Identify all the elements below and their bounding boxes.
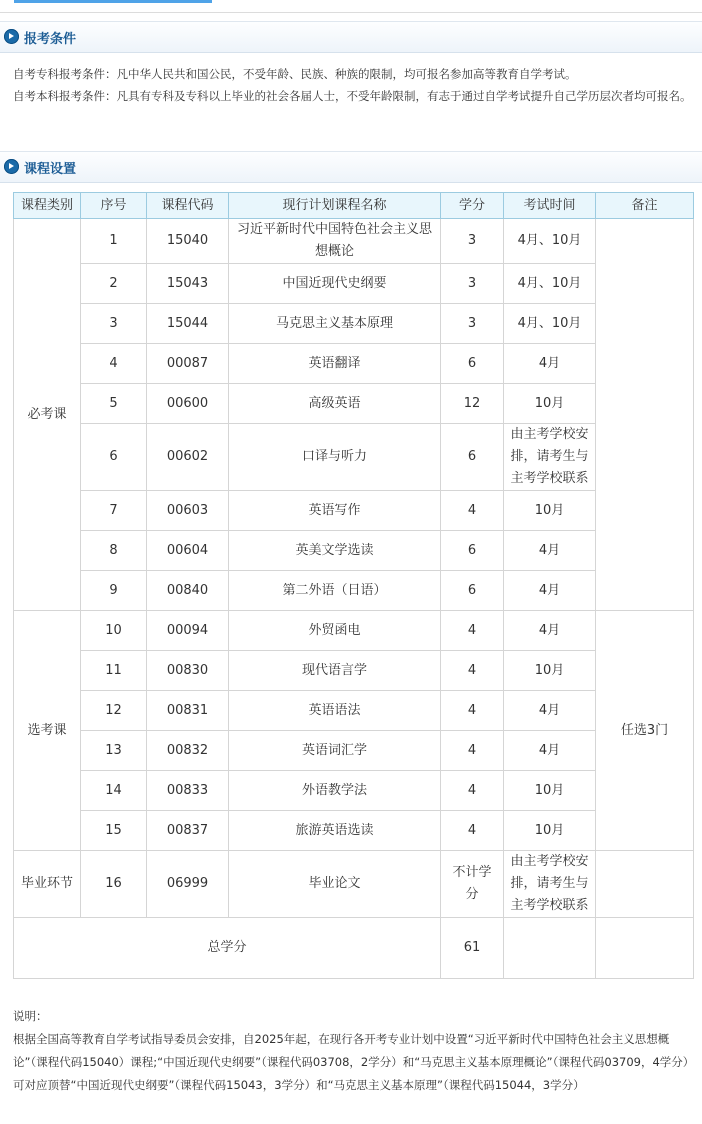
- cell-no: 6: [81, 424, 147, 491]
- cell-time: 4月、10月: [504, 219, 596, 264]
- cell-name: 中国近现代史纲要: [229, 264, 441, 304]
- cell-no: 13: [81, 731, 147, 771]
- cell-code: 15044: [147, 304, 229, 344]
- table-row: [14, 811, 694, 851]
- cell-credit: 4: [441, 811, 504, 851]
- header-exam-time: 考试时间: [504, 193, 596, 219]
- cell-code: 00087: [147, 344, 229, 384]
- table-row: [14, 304, 694, 344]
- cell-code: 00830: [147, 651, 229, 691]
- cell-name: 第二外语（日语）: [229, 571, 441, 611]
- header-category: 课程类别: [14, 193, 81, 219]
- table-row: [14, 651, 694, 691]
- cell-no: 10: [81, 611, 147, 651]
- cell-credit: 4: [441, 651, 504, 691]
- cell-name: 高级英语: [229, 384, 441, 424]
- cell-credit: 6: [441, 571, 504, 611]
- cell-name: 外贸函电: [229, 611, 441, 651]
- cell-time: 4月: [504, 731, 596, 771]
- table-row: [14, 611, 694, 651]
- total-label: 总学分: [14, 918, 441, 979]
- table-row: [14, 851, 694, 918]
- table-row: [14, 571, 694, 611]
- cell-time: 10月: [504, 651, 596, 691]
- header-name: 现行计划课程名称: [229, 193, 441, 219]
- cell-code: 00831: [147, 691, 229, 731]
- table-row: [14, 691, 694, 731]
- cell-credit: 6: [441, 344, 504, 384]
- table-row: [14, 219, 694, 264]
- conditions-text: [13, 63, 693, 107]
- cell-no: 15: [81, 811, 147, 851]
- cell-no: 8: [81, 531, 147, 571]
- header-remark: 备注: [596, 193, 694, 219]
- cell-time: 10月: [504, 384, 596, 424]
- cell-credit: 3: [441, 219, 504, 264]
- cell-credit: 4: [441, 691, 504, 731]
- condition-line-senior: 自考本科报考条件：凡具有专科及专科以上毕业的社会各届人士，不受年龄限制，有志于通过自学考试提升自己学历层次者均可报名。: [13, 89, 692, 103]
- cell-time: 10月: [504, 491, 596, 531]
- top-divider: [0, 0, 702, 13]
- note-label: 说明：: [13, 1009, 48, 1023]
- cell-no: 16: [81, 851, 147, 918]
- table-row: [14, 344, 694, 384]
- table-row: [14, 771, 694, 811]
- cell-code: 00600: [147, 384, 229, 424]
- cell-credit: 4: [441, 491, 504, 531]
- cell-name: 现代语言学: [229, 651, 441, 691]
- cell-credit: 3: [441, 304, 504, 344]
- cell-remark-required: [596, 219, 694, 611]
- table-row: [14, 384, 694, 424]
- cell-remark-elective: 任选3门: [596, 611, 694, 851]
- cell-name: 英美文学选读: [229, 531, 441, 571]
- cell-credit: 4: [441, 731, 504, 771]
- cell-no: 5: [81, 384, 147, 424]
- table-header-row: [14, 193, 694, 219]
- cell-no: 11: [81, 651, 147, 691]
- group-required: 必考课: [14, 219, 81, 611]
- cell-code: 00833: [147, 771, 229, 811]
- cell-credit: 6: [441, 531, 504, 571]
- cell-code: 00832: [147, 731, 229, 771]
- cell-no: 14: [81, 771, 147, 811]
- cell-time: 4月: [504, 571, 596, 611]
- cell-credit: 6: [441, 424, 504, 491]
- cell-time: 4月、10月: [504, 304, 596, 344]
- cell-credit: 4: [441, 611, 504, 651]
- cell-time: 4月: [504, 344, 596, 384]
- cell-time: 由主考学校安排，请考生与主考学校联系: [504, 851, 596, 918]
- arrow-circle-icon: [4, 29, 19, 44]
- header-code: 课程代码: [147, 193, 229, 219]
- cell-name: 外语教学法: [229, 771, 441, 811]
- cell-name: 口译与听力: [229, 424, 441, 491]
- cell-no: 1: [81, 219, 147, 264]
- cell-time: 10月: [504, 811, 596, 851]
- group-graduation: 毕业环节: [14, 851, 81, 918]
- section-header-conditions: [0, 21, 702, 53]
- arrow-circle-icon: [4, 159, 19, 174]
- cell-name: 毕业论文: [229, 851, 441, 918]
- cell-no: 12: [81, 691, 147, 731]
- note-text: 根据全国高等教育自学考试指导委员会安排，自2025年起，在现行各开考专业计划中设置“习近平新时代中国特色社会主义思想概论”（课程代码15040）课程;“中国近现代史纲要”（课程代码03708，2学分）和“马克思主义基本原理概论”（课程代码03709，4学分）可对应顶替“中国近现代史纲要”（课程代码15043，3学分）和“马克思主义基本原理”（课程代码15044，3学分）: [13, 1032, 689, 1092]
- cell-no: 4: [81, 344, 147, 384]
- total-row: [14, 918, 694, 979]
- condition-line-junior: 自考专科报考条件：凡中华人民共和国公民，不受年龄、民族、种族的限制，均可报名参加高等教育自学考试。: [13, 67, 577, 81]
- explanation-note: [13, 1005, 693, 1097]
- section-title: 课程设置: [24, 162, 77, 177]
- cell-name: 英语翻译: [229, 344, 441, 384]
- total-empty-remark: [596, 918, 694, 979]
- cell-name: 英语词汇学: [229, 731, 441, 771]
- table-row: [14, 731, 694, 771]
- cell-name: 习近平新时代中国特色社会主义思想概论: [229, 219, 441, 264]
- cell-remark-graduation: [596, 851, 694, 918]
- total-empty-time: [504, 918, 596, 979]
- cell-name: 马克思主义基本原理: [229, 304, 441, 344]
- total-value: 61: [441, 918, 504, 979]
- cell-code: 15040: [147, 219, 229, 264]
- cell-time: 10月: [504, 771, 596, 811]
- cell-time: 4月、10月: [504, 264, 596, 304]
- table-row: [14, 491, 694, 531]
- table-row: [14, 531, 694, 571]
- header-no: 序号: [81, 193, 147, 219]
- cell-time: 4月: [504, 531, 596, 571]
- cell-name: 英语语法: [229, 691, 441, 731]
- cell-credit: 12: [441, 384, 504, 424]
- cell-no: 2: [81, 264, 147, 304]
- group-elective: 选考课: [14, 611, 81, 851]
- cell-code: 00604: [147, 531, 229, 571]
- cell-code: 15043: [147, 264, 229, 304]
- section-title: 报考条件: [24, 32, 77, 47]
- course-table: [13, 192, 694, 979]
- cell-credit: 3: [441, 264, 504, 304]
- cell-code: 06999: [147, 851, 229, 918]
- cell-name: 英语写作: [229, 491, 441, 531]
- cell-name: 旅游英语选读: [229, 811, 441, 851]
- cell-time: 由主考学校安排，请考生与主考学校联系: [504, 424, 596, 491]
- cell-credit: 4: [441, 771, 504, 811]
- cell-no: 7: [81, 491, 147, 531]
- section-header-courses: [0, 151, 702, 183]
- header-credit: 学分: [441, 193, 504, 219]
- cell-code: 00602: [147, 424, 229, 491]
- cell-code: 00837: [147, 811, 229, 851]
- table-row: [14, 424, 694, 491]
- cell-no: 3: [81, 304, 147, 344]
- cell-code: 00603: [147, 491, 229, 531]
- cell-no: 9: [81, 571, 147, 611]
- cell-credit: 不计学分: [441, 851, 504, 918]
- cell-time: 4月: [504, 611, 596, 651]
- cell-time: 4月: [504, 691, 596, 731]
- cell-code: 00094: [147, 611, 229, 651]
- table-row: [14, 264, 694, 304]
- top-accent-bar: [14, 0, 212, 3]
- cell-code: 00840: [147, 571, 229, 611]
